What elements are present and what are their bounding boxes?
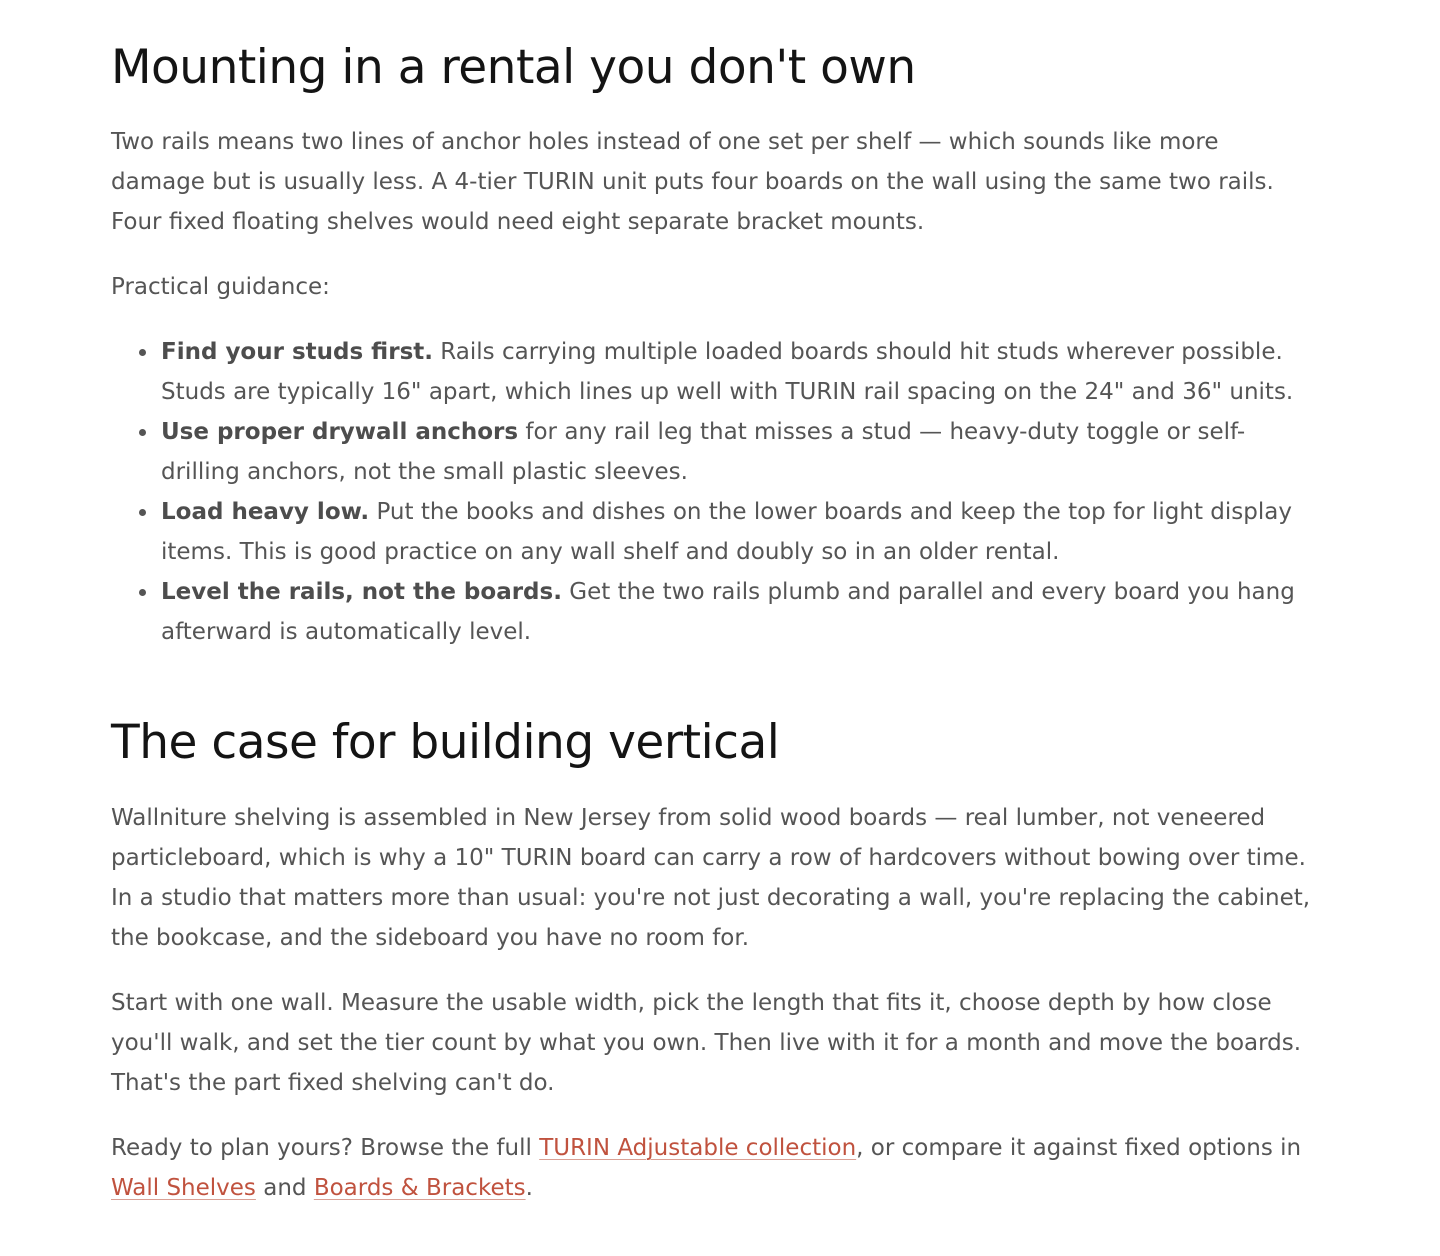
bullet-icon [139, 429, 146, 436]
guidance-item-lead: Find your studs first. [161, 339, 433, 365]
guidance-item-level [161, 572, 1311, 652]
closing-paragraph [111, 1128, 1311, 1208]
guidance-item-lead: Use proper drywall anchors [161, 419, 519, 445]
article [111, 0, 1311, 1208]
guidance-item-lead: Level the rails, not the boards. [161, 579, 562, 605]
closing-text-middle: , or compare it against fixed options in [856, 1135, 1302, 1161]
section-heading-vertical: The case for building vertical [111, 715, 780, 770]
guidance-label: Practical guidance: [111, 274, 330, 300]
closing-text-and: and [255, 1175, 314, 1201]
guidance-list [111, 332, 1311, 652]
guidance-item-text: Put the books and dishes on the lower boards and keep the top for light display items. This is good practice on any wall shelf and doubly so in an older rental. [161, 499, 1292, 565]
closing-text-end: . [525, 1175, 533, 1201]
section-heading-rental: Mounting in a rental you don't own [111, 40, 916, 95]
guidance-item-text: for any rail leg that misses a stud — heavy-duty toggle or self-drilling anchors, not the small plastic sleeves. [161, 419, 1246, 485]
rental-intro-paragraph: Two rails means two lines of anchor holes instead of one set per shelf — which sounds like more damage but is usually less. A 4-tier TURIN unit puts four boards on the wall using the same two rails. Four fixed floating shelves would need eight separate bracket mounts. [111, 129, 1274, 235]
guidance-item-anchors [161, 412, 1311, 492]
guidance-item-load [161, 492, 1311, 572]
bullet-icon [139, 589, 146, 596]
guidance-item-studs [161, 332, 1311, 412]
guidance-item-text: Get the two rails plumb and parallel and every board you hang afterward is automatically level. [161, 579, 1295, 645]
guidance-item-text: Rails carrying multiple loaded boards should hit studs wherever possible. Studs are typically 16" apart, which lines up well with TURIN rail spacing on the 24" and 36" units. [161, 339, 1294, 405]
boards-brackets-link[interactable]: Boards & Brackets [313, 1175, 526, 1201]
bullet-icon [139, 509, 146, 516]
turin-collection-link[interactable]: TURIN Adjustable collection [539, 1135, 857, 1161]
vertical-paragraph-2: Start with one wall. Measure the usable width, pick the length that fits it, choose depth by how close you'll walk, and set the tier count by what you own. Then live with it for a month and move the boards. That's the part fixed shelving can't do. [111, 990, 1302, 1096]
vertical-paragraph-1: Wallniture shelving is assembled in New Jersey from solid wood boards — real lumber, not veneered particleboard, which is why a 10" TURIN board can carry a row of hardcovers without bowing over time. In a studio that matters more than usual: you're not just decorating a wall, you're replacing the cabinet, the bookcase, and the sideboard you have no room for. [111, 805, 1311, 951]
wall-shelves-link[interactable]: Wall Shelves [111, 1175, 256, 1201]
guidance-item-lead: Load heavy low. [161, 499, 370, 525]
bullet-icon [139, 349, 146, 356]
closing-text-before: Ready to plan yours? Browse the full [111, 1135, 540, 1161]
